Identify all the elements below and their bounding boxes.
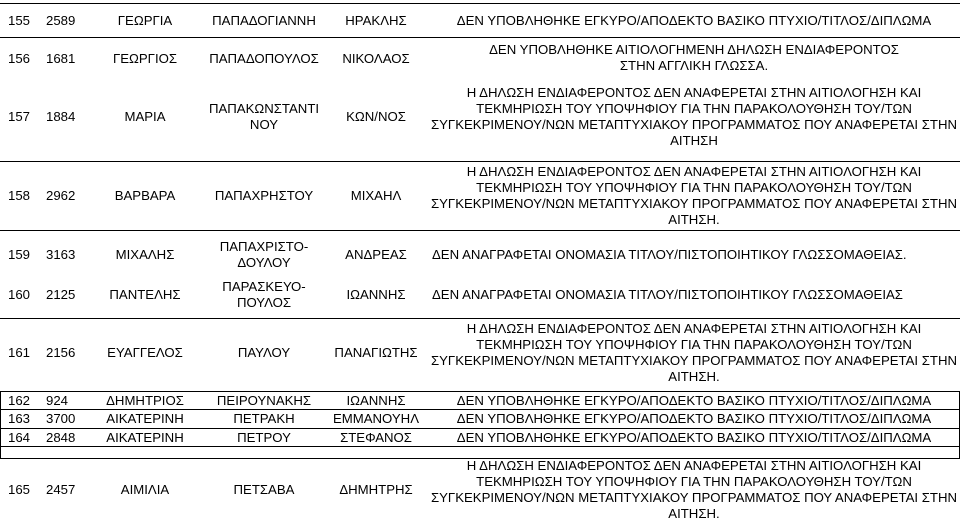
- first-name: ΜΑΡΙΑ: [124, 109, 166, 124]
- table-row: [0, 165, 960, 227]
- table-row: [0, 429, 960, 446]
- rejection-reason: ΔΕΝ ΥΠΟΒΛΗΘΗΚΕ ΕΓΚΥΡΟ/ΑΠΟΔΕΚΤΟ ΒΑΣΙΚΟ ΠΤΥΧΙΟ/ΤΙΤΛΟΣ/ΔΙΠΛΩΜΑ: [456, 12, 932, 28]
- table-row: [0, 459, 960, 521]
- father-name: ΑΝΔΡΕΑΣ: [345, 247, 407, 262]
- first-name: ΓΕΩΡΓΙΟΣ: [112, 51, 178, 66]
- application-id: 2589: [46, 12, 76, 28]
- application-id: 3163: [46, 247, 76, 262]
- row-number: 164: [8, 429, 31, 445]
- row-number: 155: [8, 12, 31, 28]
- rejection-reason: ΔΕΝ ΥΠΟΒΛΗΘΗΚΕ ΑΙΤΙΟΛΟΓΗΜΕΝΗ ΔΗΛΩΣΗ ΕΝΔΙΑΦΕΡΟΝΤΟΣ ΣΤΗΝ ΑΓΓΛΙΚΗ ΓΛΩΣΣΑ.: [489, 42, 899, 73]
- father-name: ΚΩΝ/ΝΟΣ: [346, 109, 406, 124]
- row-number: 158: [8, 188, 31, 203]
- rejection-reason: Η ΔΗΛΩΣΗ ΕΝΔΙΑΦΕΡΟΝΤΟΣ ΔΕΝ ΑΝΑΦΕΡΕΤΑΙ ΣΤΗΝ ΑΙΤΙΟΛΟΓΗΣΗ ΚΑΙ ΤΕΚΜΗΡΙΩΣΗ ΤΟΥ ΥΠΟΨΗΦΙΟΥ ΓΙΑ ΤΗΝ ΠΑΡΑΚΟΛΟΥΘΗΣΗ ΤΟΥ/ΤΩΝ ΣΥΓΚΕΚΡΙΜΕΝΟΥ/ΝΩΝ ΜΕΤΑΠΤΥΧΙΑΚΟΥ ΠΡΟΓΡΑΜΜΑΤΟΣ ΠΟΥ ΑΝΑΦΕΡΕΤΑΙ ΣΤΗΝ ΑΙΤΗΣΗ.: [430, 165, 958, 227]
- row-number: 162: [8, 392, 31, 408]
- last-name: ΠΕΤΡΟΥ: [237, 429, 291, 445]
- table-row: [0, 322, 960, 384]
- last-name: ΠΕΙΡΟΥΝΑΚΗΣ: [216, 392, 312, 408]
- row-divider: [0, 446, 960, 447]
- last-name: ΠΑΠΑΧΡΗΣΤΟΥ: [214, 188, 314, 203]
- row-number: 163: [8, 411, 31, 426]
- rejection-reason: ΔΕΝ ΥΠΟΒΛΗΘΗΚΕ ΕΓΚΥΡΟ/ΑΠΟΔΕΚΤΟ ΒΑΣΙΚΟ ΠΤΥΧΙΟ/ΤΙΤΛΟΣ/ΔΙΠΛΩΜΑ: [456, 411, 932, 426]
- table-row: [0, 86, 960, 148]
- application-id: 2156: [46, 345, 76, 360]
- last-name: ΠΑΥΛΟΥ: [237, 345, 291, 360]
- application-id: 2962: [46, 188, 76, 203]
- application-id: 2848: [46, 429, 76, 445]
- last-name: ΠΑΠΑΧΡΙΣΤΟ- ΔΟΥΛΟΥ: [219, 239, 309, 270]
- first-name: ΒΑΡΒΑΡΑ: [114, 188, 176, 203]
- last-name: ΠΑΠΑΔΟΓΙΑΝΝΗ: [212, 12, 316, 28]
- father-name: ΗΡΑΚΛΗΣ: [345, 12, 407, 28]
- rejection-reason: Η ΔΗΛΩΣΗ ΕΝΔΙΑΦΕΡΟΝΤΟΣ ΔΕΝ ΑΝΑΦΕΡΕΤΑΙ ΣΤΗΝ ΑΙΤΙΟΛΟΓΗΣΗ ΚΑΙ ΤΕΚΜΗΡΙΩΣΗ ΤΟΥ ΥΠΟΨΗΦΙΟΥ ΓΙΑ ΤΗΝ ΠΑΡΑΚΟΛΟΥΘΗΣΗ ΤΟΥ/ΤΩΝ ΣΥΓΚΕΚΡΙΜΕΝΟΥ/ΝΩΝ ΜΕΤΑΠΤΥΧΙΑΚΟΥ ΠΡΟΓΡΑΜΜΑΤΟΣ ΠΟΥ ΑΝΑΦΕΡΕΤΑΙ ΣΤΗΝ ΑΙΤΗΣΗ.: [430, 322, 958, 384]
- application-id: 2457: [46, 482, 76, 497]
- father-name: ΜΙΧΑΗΛ: [350, 188, 402, 203]
- rejection-reason: Η ΔΗΛΩΣΗ ΕΝΔΙΑΦΕΡΟΝΤΟΣ ΔΕΝ ΑΝΑΦΕΡΕΤΑΙ ΣΤΗΝ ΑΙΤΙΟΛΟΓΗΣΗ ΚΑΙ ΤΕΚΜΗΡΙΩΣΗ ΤΟΥ ΥΠΟΨΗΦΙΟΥ ΓΙΑ ΤΗΝ ΠΑΡΑΚΟΛΟΥΘΗΣΗ ΤΟΥ/ΤΩΝ ΣΥΓΚΕΚΡΙΜΕΝΟΥ/ΝΩΝ ΜΕΤΑΠΤΥΧΙΑΚΟΥ ΠΡΟΓΡΑΜΜΑΤΟΣ ΠΟΥ ΑΝΑΦΕΡΕΤΑΙ ΣΤΗΝ ΑΙΤΗΣΗ.: [430, 459, 958, 521]
- first-name: ΑΙΜΙΛΙΑ: [120, 482, 170, 497]
- row-number: 157: [8, 109, 31, 124]
- father-name: ΠΑΝΑΓΙΩΤΗΣ: [334, 345, 418, 360]
- first-name: ΑΙΚΑΤΕΡΙΝΗ: [106, 429, 184, 445]
- father-name: ΔΗΜΗΤΡΗΣ: [339, 482, 413, 497]
- last-name: ΠΑΠΑΚΩΝΣΤΑΝΤΙ ΝΟΥ: [208, 101, 320, 132]
- first-name: ΔΗΜΗΤΡΙΟΣ: [106, 392, 184, 408]
- first-name: ΠΑΝΤΕΛΗΣ: [109, 287, 181, 302]
- father-name: ΙΩΑΝΝΗΣ: [346, 392, 406, 408]
- row-divider: [0, 230, 960, 231]
- application-id: 1681: [46, 51, 76, 66]
- last-name: ΠΑΠΑΔΟΠΟΥΛΟΣ: [209, 51, 319, 66]
- table-row: [0, 38, 960, 80]
- father-name: ΙΩΑΝΝΗΣ: [346, 287, 406, 302]
- last-name: ΠΑΡΑΣΚΕΥΟ- ΠΟΥΛΟΣ: [222, 279, 306, 310]
- rejection-reason: ΔΕΝ ΑΝΑΓΡΑΦΕΤΑΙ ΟΝΟΜΑΣΙΑ ΤΙΤΛΟΥ/ΠΙΣΤΟΠΟΙΗΤΙΚΟΥ ΓΛΩΣΣΟΜΑΘΕΙΑΣ: [432, 287, 903, 302]
- father-name: ΝΙΚΟΛΑΟΣ: [342, 51, 410, 66]
- application-id: 3700: [46, 411, 76, 426]
- first-name: ΜΙΧΑΛΗΣ: [115, 247, 175, 262]
- first-name: ΕΥΑΓΓΕΛΟΣ: [107, 345, 183, 360]
- first-name: ΑΙΚΑΤΕΡΙΝΗ: [106, 411, 184, 426]
- row-number: 156: [8, 51, 31, 66]
- rejection-reason: ΔΕΝ ΑΝΑΓΡΑΦΕΤΑΙ ΟΝΟΜΑΣΙΑ ΤΙΤΛΟΥ/ΠΙΣΤΟΠΟΙΗΤΙΚΟΥ ΓΛΩΣΣΟΜΑΘΕΙΑΣ.: [432, 247, 907, 262]
- application-id: 2125: [46, 287, 76, 302]
- row-divider: [0, 318, 960, 319]
- father-name: ΕΜΜΑΝΟΥΗΛ: [332, 411, 420, 426]
- row-number: 165: [8, 482, 31, 497]
- last-name: ΠΕΤΣΑΒΑ: [233, 482, 295, 497]
- first-name: ΓΕΩΡΓΙΑ: [117, 12, 173, 28]
- table-row: [0, 410, 960, 428]
- last-name: ΠΕΤΡΑΚΗ: [233, 411, 295, 426]
- row-number: 159: [8, 247, 31, 262]
- rejection-reason: Η ΔΗΛΩΣΗ ΕΝΔΙΑΦΕΡΟΝΤΟΣ ΔΕΝ ΑΝΑΦΕΡΕΤΑΙ ΣΤΗΝ ΑΙΤΙΟΛΟΓΗΣΗ ΚΑΙ ΤΕΚΜΗΡΙΩΣΗ ΤΟΥ ΥΠΟΨΗΦΙΟΥ ΓΙΑ ΤΗΝ ΠΑΡΑΚΟΛΟΥΘΗΣΗ ΤΟΥ/ΤΩΝ ΣΥΓΚΕΚΡΙΜΕΝΟΥ/ΝΩΝ ΜΕΤΑΠΤΥΧΙΑΚΟΥ ΠΡΟΓΡΑΜΜΑΤΟΣ ΠΟΥ ΑΝΑΦΕΡΕΤΑΙ ΣΤΗΝ ΑΙΤΗΣΗ: [430, 86, 958, 148]
- application-id: 924: [46, 392, 69, 408]
- row-number: 161: [8, 345, 31, 360]
- table-row: [0, 4, 960, 37]
- table-row: [0, 234, 960, 276]
- rejection-reason: ΔΕΝ ΥΠΟΒΛΗΘΗΚΕ ΕΓΚΥΡΟ/ΑΠΟΔΕΚΤΟ ΒΑΣΙΚΟ ΠΤΥΧΙΟ/ΤΙΤΛΟΣ/ΔΙΠΛΩΜΑ: [456, 429, 932, 445]
- table-row: [0, 274, 960, 316]
- row-divider: [0, 161, 960, 162]
- father-name: ΣΤΕΦΑΝΟΣ: [340, 429, 412, 445]
- rejection-reason: ΔΕΝ ΥΠΟΒΛΗΘΗΚΕ ΕΓΚΥΡΟ/ΑΠΟΔΕΚΤΟ ΒΑΣΙΚΟ ΠΤΥΧΙΟ/ΤΙΤΛΟΣ/ΔΙΠΛΩΜΑ: [456, 392, 932, 408]
- application-id: 1884: [46, 109, 76, 124]
- table-row: [0, 392, 960, 409]
- row-number: 160: [8, 287, 31, 302]
